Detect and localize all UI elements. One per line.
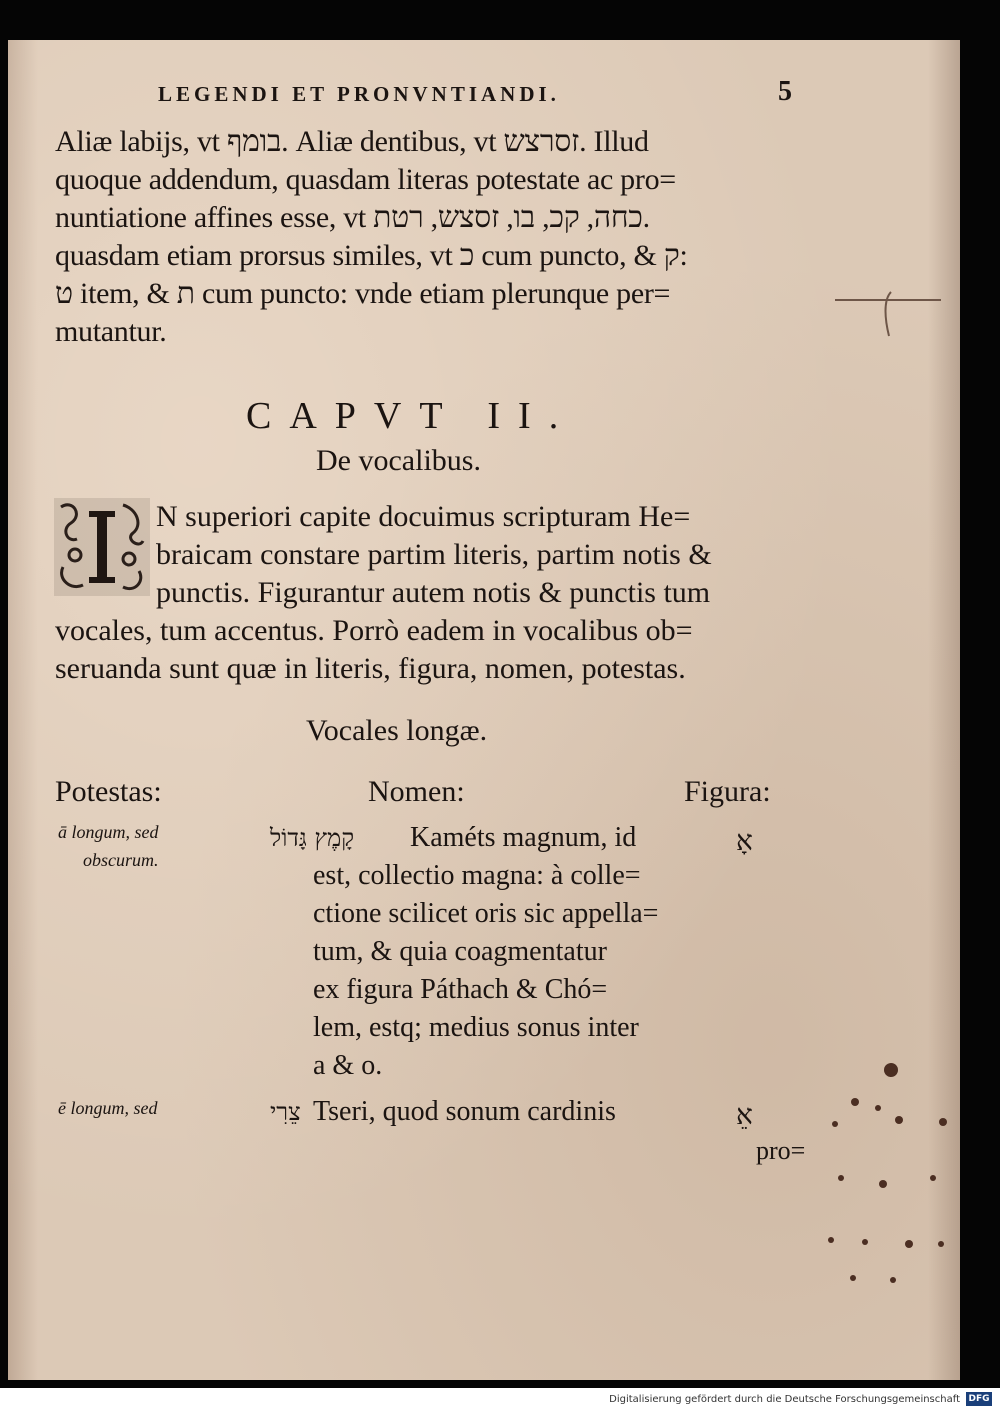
decorated-initial-icon [53,497,151,597]
nomen-line: est, collectio magna: à colle= [313,860,641,891]
nomen-line: Tseri, quod sonum cardinis [313,1096,616,1127]
nomen-line: a & o. [313,1050,383,1081]
nomen-line: tum, & quia coagmentatur [313,936,607,967]
catchword: pro= [756,1136,806,1165]
figura-glyph: אָ [736,824,753,857]
column-header-figura: Figura: [684,775,771,808]
hebrew-name: קָמֶץ גָּדוֹל [270,824,355,852]
page-number: 5 [778,76,792,107]
figura-glyph: אֵ [736,1098,753,1131]
footer-bar [0,1388,1000,1415]
text-line: punctis. Figurantur autem notis & punctis tum [156,576,711,609]
text-line: quasdam etiam prorsus similes, vt כ cum puncto, & ק: [55,239,688,272]
text-line: N superiori capite docuimus scripturam He= [156,500,691,533]
text-line: vocales, tum accentus. Porrò eadem in vocalibus ob= [55,614,693,647]
text-line: quoque addendum, quasdam literas potestate ac pro= [55,163,676,196]
section-title: Vocales longæ. [306,714,488,747]
hebrew-name: צֵרִי [270,1098,301,1126]
nomen-line: lem, estq; medius sonus inter [313,1012,639,1043]
potestas-note: obscurum. [83,850,159,870]
text-line: ט item, & ת cum puncto: vnde etiam plerunque per= [55,277,671,310]
text-line: braicam constare partim literis, partim notis & [156,538,712,571]
chapter-title: CAPVT II. [246,395,577,437]
text-line: mutantur. [55,315,167,348]
book-page [8,40,960,1380]
nomen-line: ctione scilicet oris sic appella= [313,898,659,929]
pencil-mark-icon [833,290,943,340]
nomen-line: Kaméts magnum, id [410,822,637,853]
nomen-line: ex figura Páthach & Chó= [313,974,608,1005]
potestas-note: ā longum, sed [58,822,159,842]
potestas-note: ē longum, sed [58,1098,158,1118]
stain-spots-icon [813,1030,953,1290]
text-line: Aliæ labijs, vt בומף. Aliæ dentibus, vt זסרצש. Illud [55,125,649,158]
funding-credit: Digitalisierung gefördert durch die Deutsche Forschungsgemeinschaft [609,1394,960,1405]
running-head: LEGENDI ET PRONVNTIANDI. [158,82,560,106]
text-line: nuntiatione affines esse, vt כחה, קכ, בו, זסצש, רטת. [55,201,650,234]
column-header-nomen: Nomen: [368,775,465,808]
text-line: seruanda sunt quæ in literis, figura, nomen, potestas. [55,652,686,685]
chapter-subtitle: De vocalibus. [316,444,481,477]
dfg-logo-icon: DFG [966,1392,992,1406]
column-header-potestas: Potestas: [55,775,162,808]
